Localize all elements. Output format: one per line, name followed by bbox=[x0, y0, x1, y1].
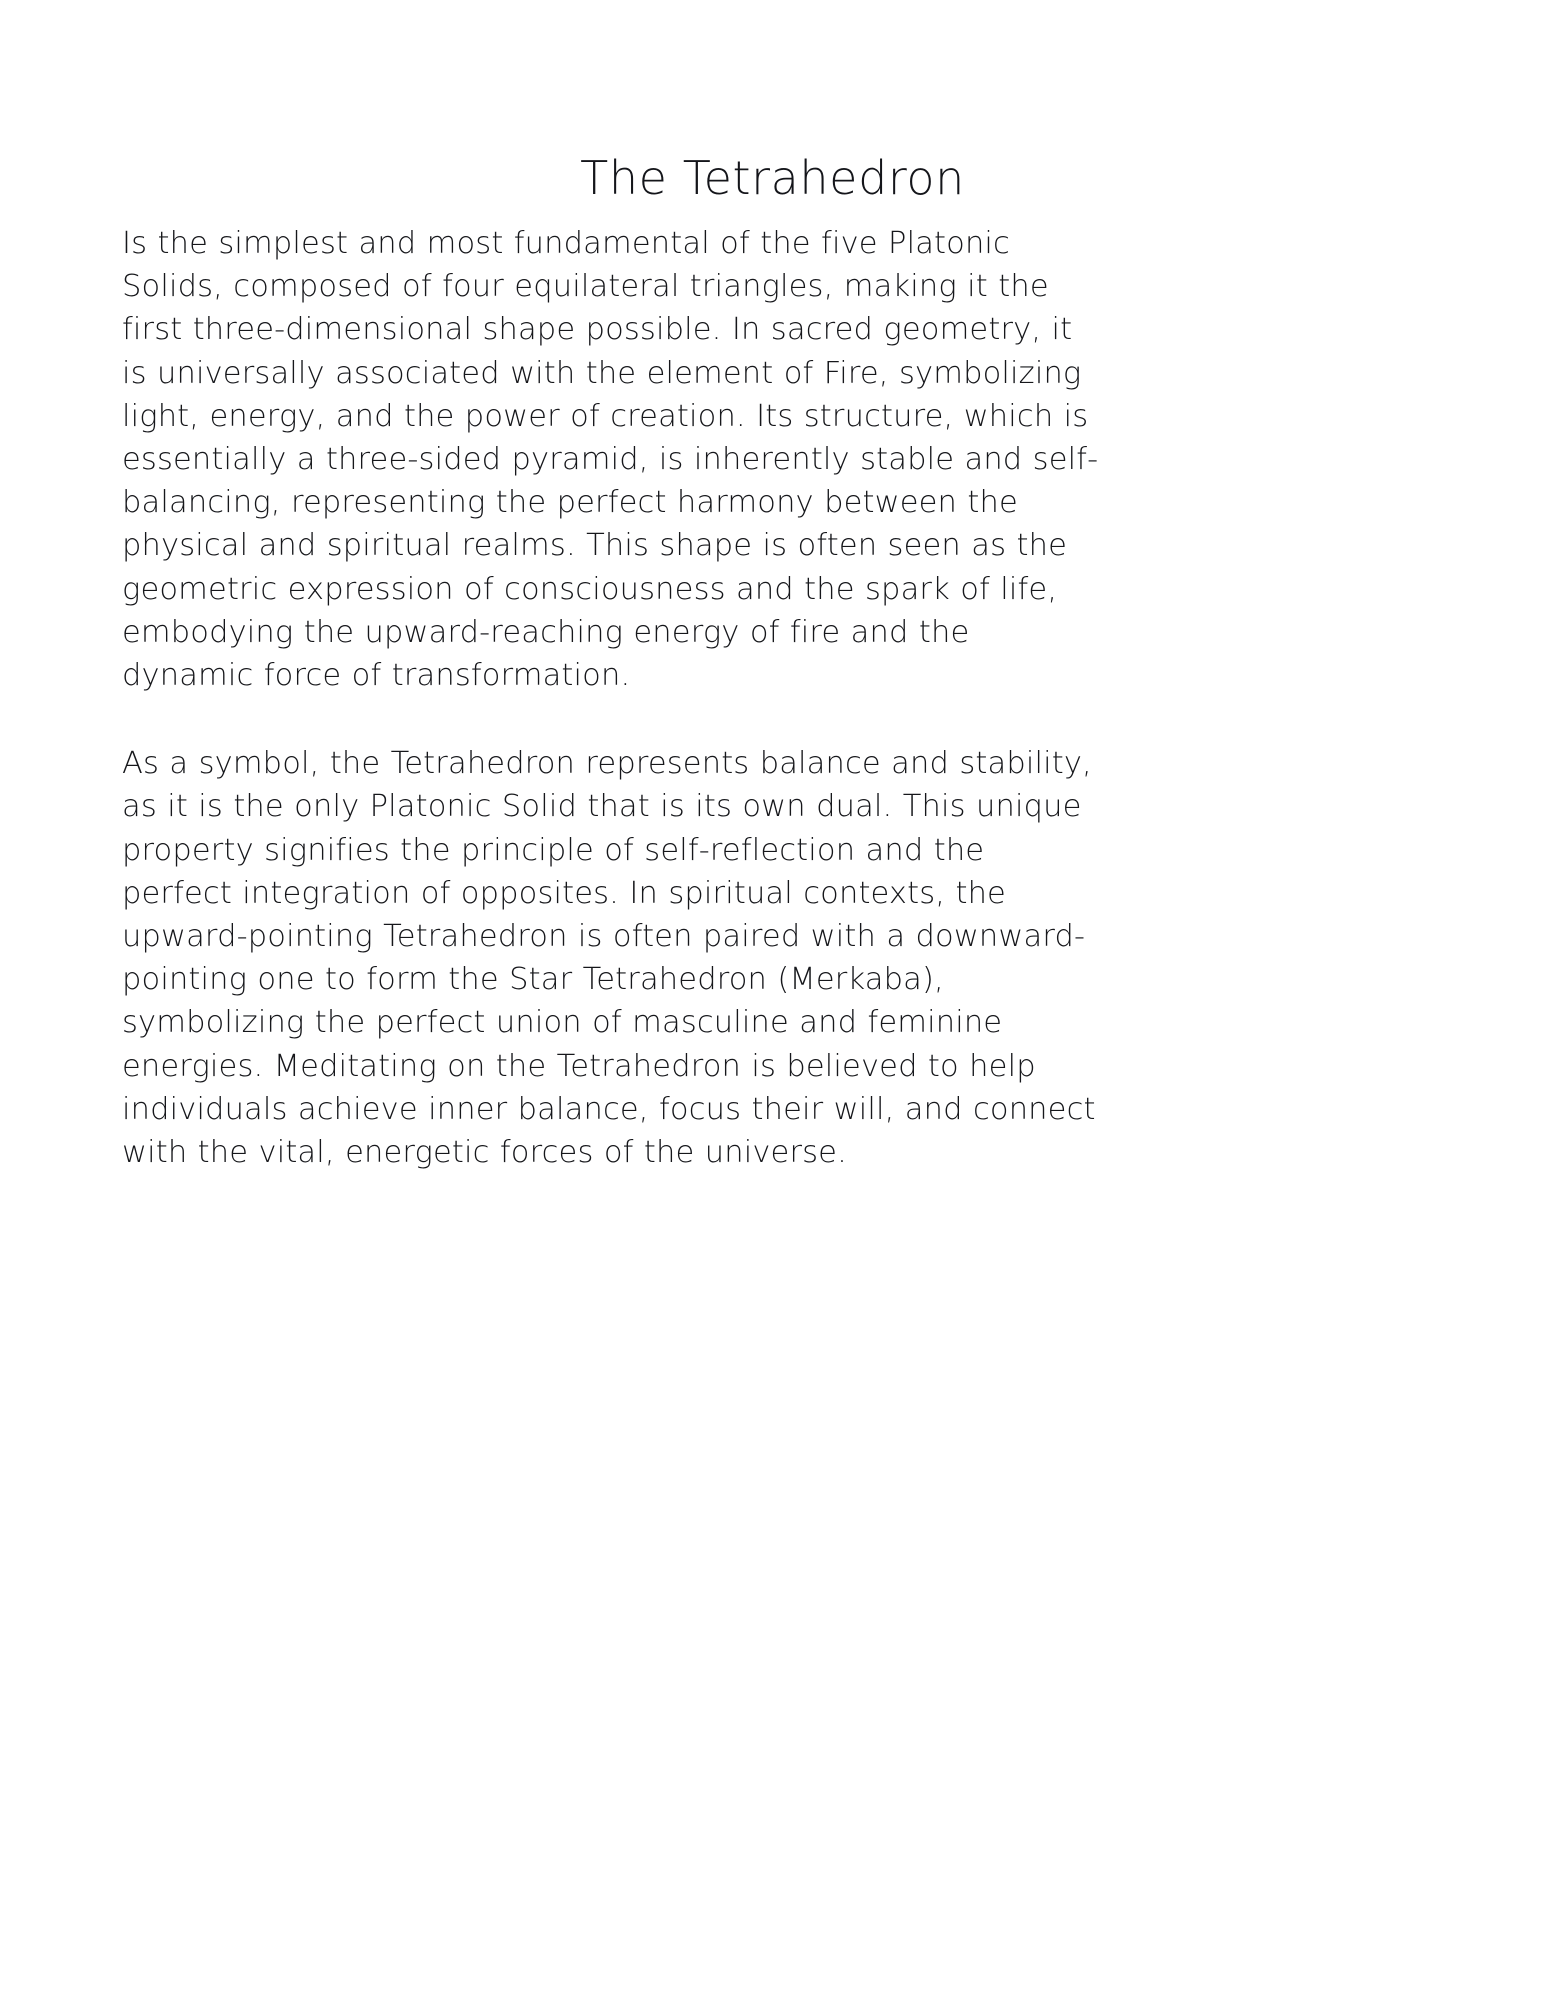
paragraph-2: As a symbol, the Tetrahedron represents balance and stability, as it is the only Platonic Solid that is its own dual. This unique property signifies the principle of self-reflection and the perfect integration of opposites. In spiritual contexts, the upward-pointing Tetrahedron is often paired with a downward-pointing one to form the Star Tetrahedron (Merkaba), symbolizing the perfect union of masculine and feminine energies. Meditating on the Tetrahedron is believed to help individuals achieve inner balance, focus their will, and connect with the vital, energetic forces of the universe. bbox=[122, 746, 1096, 1171]
paragraph-1: Is the simplest and most fundamental of the five Platonic Solids, composed of four equilateral triangles, making it the first three-dimensional shape possible. In sacred geometry, it is universally associated with the element of Fire, symbolizing light, energy, and the power of creation. Its structure, which is essentially a three-sided pyramid, is inherently stable and self-balancing, representing the perfect harmony between the physical and spiritual realms. This shape is often seen as the geometric expression of consciousness and the spark of life, embodying the upward-reaching energy of fire and the dynamic force of transformation. bbox=[122, 226, 1099, 694]
page-title: The Tetrahedron bbox=[580, 150, 965, 205]
document-body bbox=[122, 222, 1100, 1174]
